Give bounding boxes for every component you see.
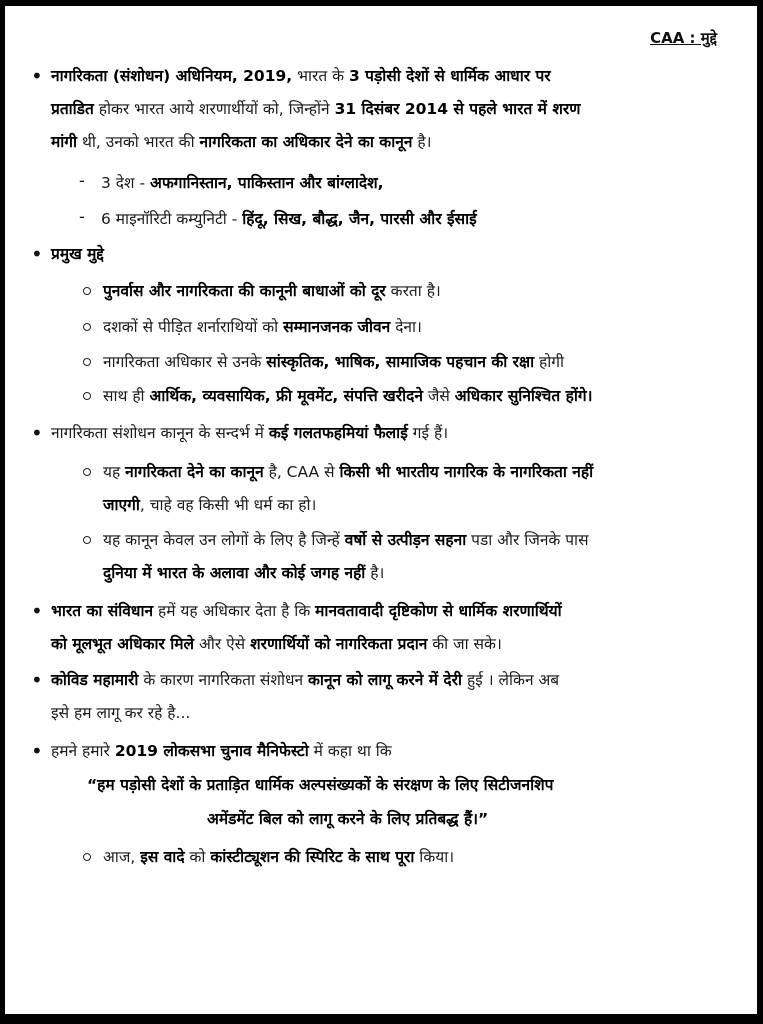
text-run: जैसे	[422, 387, 455, 405]
text-run: आज,	[103, 848, 141, 866]
s6-item-1	[103, 845, 454, 867]
bullet-icon: •	[31, 668, 43, 692]
text-run: है।	[365, 564, 385, 582]
text-run: सम्मानजनक जीवन	[283, 318, 391, 336]
text-run: भारत के	[292, 67, 349, 85]
text-run: 6 माइनॉरिटी कम्युनिटी -	[101, 210, 243, 228]
text-run: कई गलतफहमियां फैलाई	[268, 424, 408, 442]
text-run: प्रताडित	[51, 100, 94, 118]
dash-icon: -	[79, 171, 85, 190]
dash-icon: -	[79, 207, 85, 226]
s1-dash-1	[101, 171, 384, 193]
s2-item-2	[103, 315, 422, 337]
text-run: देना।	[390, 318, 422, 336]
text-run: नागरिकता अधिकार से उनके	[103, 353, 267, 371]
text-run: नागरिकता देने का कानून	[125, 463, 264, 481]
text-run: पडा और जिनके पास	[466, 531, 589, 549]
text-run: मांगी	[51, 133, 78, 151]
text-run: को मूलभूत अधिकार मिले	[51, 635, 195, 653]
text-run: और ऐसे	[194, 635, 251, 653]
text-run: किया।	[414, 848, 455, 866]
s1-line-3	[51, 130, 431, 152]
text-run: है, CAA से	[263, 463, 340, 481]
s3-item-1b	[103, 493, 316, 515]
text-run: में कहा था कि	[308, 742, 392, 760]
text-run: साथ ही	[103, 387, 150, 405]
text-run: अधिकार सुनिश्चित होंगे।	[454, 387, 593, 405]
text-run: किसी भी भारतीय नागरिक के नागरिकता नहीं	[339, 463, 594, 481]
bullet-icon: •	[31, 421, 43, 445]
s2-heading	[51, 242, 104, 264]
text-run: करता है।	[385, 282, 441, 300]
s1-line-2	[51, 97, 580, 119]
text-run: पुनर्वास और नागरिकता की कानूनी बाधाओं को दूर	[103, 282, 386, 300]
s2-item-3	[103, 350, 564, 372]
s3-line-1	[51, 421, 448, 443]
text-run: शरणार्थियों को नागरिकता प्रदान	[250, 635, 428, 653]
text-run: नागरिकता संशोधन कानून के सन्दर्भ में	[51, 424, 269, 442]
text-run: के कारण नागरिकता संशोधन	[138, 671, 309, 689]
s3-item-1a	[103, 460, 593, 482]
text-run: यह	[103, 463, 126, 481]
text-run: जाएगी	[103, 496, 140, 514]
text-run: अफगानिस्तान, पाकिस्तान और बांग्लादेश,	[150, 174, 384, 192]
text-run: थी, उनको भारत की	[77, 133, 200, 151]
text-run: सांस्कृतिक, भाषिक, सामाजिक पहचान की रक्षा	[266, 353, 535, 371]
text-run: कोविड महामारी	[51, 671, 139, 689]
text-run: दुनिया में भारत के अलावा और कोई जगह नहीं	[103, 564, 366, 582]
circle-bullet-icon	[83, 392, 91, 400]
s3-item-2b	[103, 561, 384, 583]
text-run: वर्षो से उत्पीड़न सहना	[344, 531, 467, 549]
s2-item-1	[103, 279, 441, 301]
text-run: होकर भारत आये शरणार्थीयों को, जिन्होंने	[93, 100, 335, 118]
text-run: हमें यह अधिकार देता है कि	[153, 602, 316, 620]
s5-line-2	[51, 701, 190, 723]
text-run: हिंदू, सिख, बौद्ध, जैन, पारसी और ईसाई	[242, 210, 477, 228]
text-run: इसे हम लागू कर रहे है...	[51, 704, 191, 722]
bullet-icon: •	[31, 64, 43, 88]
s1-dash-2	[101, 207, 477, 229]
circle-bullet-icon	[83, 287, 91, 295]
s4-line-2	[51, 632, 502, 654]
text-run: हुई । लेकिन अब	[462, 671, 560, 689]
text-run: यह कानून केवल उन लोगों के लिए है जिन्हें	[103, 531, 345, 549]
text-run: कानून को लागू करने में देरी	[308, 671, 463, 689]
s3-item-2a	[103, 528, 589, 550]
circle-bullet-icon	[83, 468, 91, 476]
s4-line-1	[51, 599, 562, 621]
text-run: होगी	[534, 353, 565, 371]
text-run: गई हैं।	[407, 424, 449, 442]
text-run: , चाहे वह किसी भी धर्म का हो।	[139, 496, 317, 514]
text-run: नागरिकता का अधिकार देने का कानून	[199, 133, 413, 151]
s1-line-1	[51, 64, 551, 86]
text-run: इस वादे	[140, 848, 185, 866]
text-run: आर्थिक, व्यवसायिक, फ्री मूवमेंट, संपत्ति खरीदने	[149, 387, 423, 405]
text-run: हमने हमारे	[51, 742, 115, 760]
text-run: नागरिकता (संशोधन) अधिनियम, 2019,	[51, 67, 293, 85]
text-run: मानवतावादी दृष्टिकोण से धार्मिक शरणार्थियों	[315, 602, 562, 620]
s2-item-4	[103, 384, 592, 406]
bullet-icon: •	[31, 739, 43, 763]
circle-bullet-icon	[83, 853, 91, 861]
s5-line-1	[51, 668, 559, 690]
circle-bullet-icon	[83, 536, 91, 544]
text-run: प्रमुख मुद्दे	[51, 245, 104, 263]
text-run: 2019 लोकसभा चुनाव मैनिफेस्टो	[114, 742, 309, 760]
circle-bullet-icon	[83, 358, 91, 366]
text-run: की जा सके।	[427, 635, 502, 653]
page-title: CAA : मुद्दे	[650, 29, 717, 47]
text-run: भारत का संविधान	[51, 602, 154, 620]
bullet-icon: •	[31, 242, 43, 266]
text-run: को	[184, 848, 211, 866]
circle-bullet-icon	[83, 323, 91, 331]
text-run: 3 देश -	[101, 174, 151, 192]
s6-line-1	[51, 739, 392, 761]
text-run: 3 पड़ोसी देशों से धार्मिक आधार पर	[348, 67, 551, 85]
text-run: 31 दिसंबर 2014 से पहले भारत में शरण	[334, 100, 581, 118]
manifesto-quote-line-2: अमेंडमेंट बिल को लागू करने के लिए प्रतिबद्ध हैं।”	[207, 810, 489, 828]
document-page	[5, 6, 757, 1014]
text-run: दशकों से पीड़ित शर्नाराथियों को	[103, 318, 284, 336]
text-run: कांस्टीट्यूशन की स्पिरिट के साथ पूरा	[210, 848, 415, 866]
bullet-icon: •	[31, 599, 43, 623]
text-run: है।	[412, 133, 432, 151]
manifesto-quote-line-1: “हम पड़ोसी देशों के प्रताड़ित धार्मिक अल्पसंख्यकों के संरक्षण के लिए सिटीजनशिप	[87, 776, 554, 794]
